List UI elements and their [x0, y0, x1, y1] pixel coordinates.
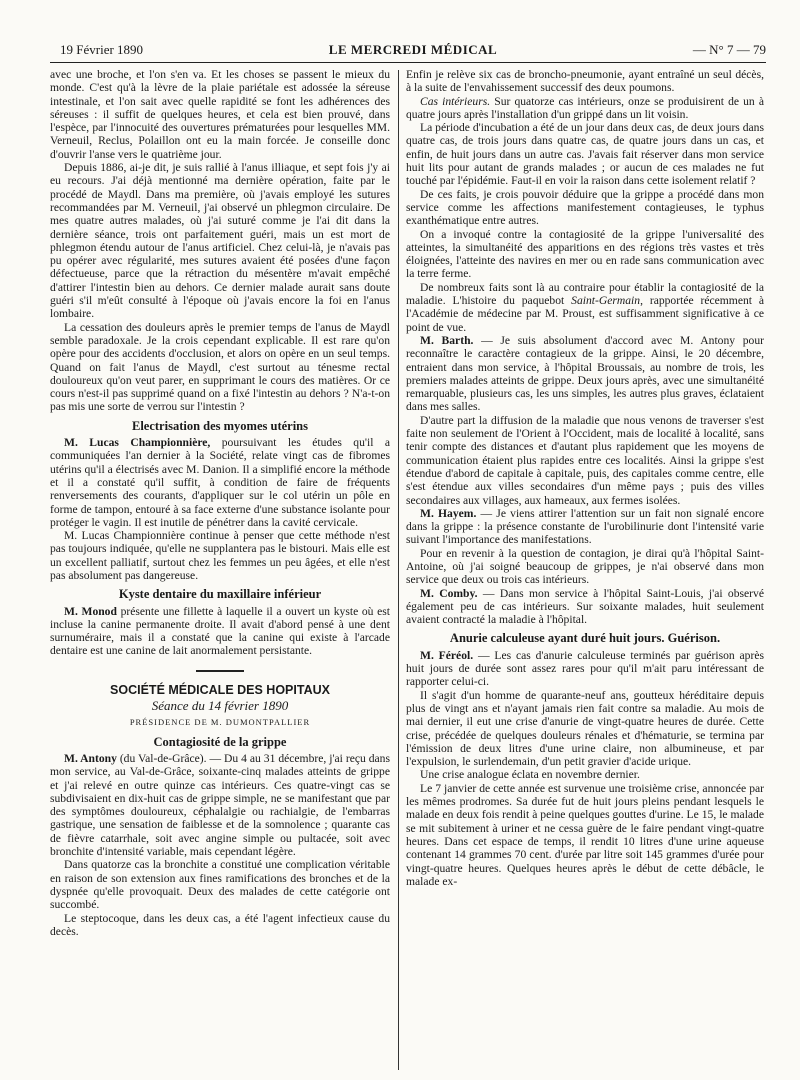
- paragraph: Pour en revenir à la question de contagion, je dirai qu'à l'hôpital Saint-Antoine, où j'ai soigné beaucoup de grippes, je n'ai observé dans mon service que deux ou trois cas intérieurs.: [406, 546, 764, 587]
- paragraph: [406, 281, 764, 334]
- paragraph: [50, 605, 390, 658]
- paragraph: [406, 649, 764, 689]
- speaker-name: M. Féréol.: [420, 648, 474, 662]
- paragraph-text: — Je suis absolument d'accord avec M. Antony pour reconnaître le caractère contagieux de la grippe. Ainsi, le 20 décembre, entraient dans mon service, à l'hôpital Broussais, au nombre de trois, les premiers malades atteints de grippe. Deux jours après, avec une simultanéité remarquable, plusieurs cas, les uns simples, les autres plus graves, éclataient dans mes salles.: [406, 333, 764, 414]
- section-heading: Anurie calculeuse ayant duré huit jours. Guérison.: [449, 631, 721, 646]
- society-title: SOCIÉTÉ MÉDICALE DES HOPITAUX: [110, 682, 330, 697]
- paragraph: Le 7 janvier de cette année est survenue une troisième crise, annoncée par les mêmes prodromes. Sa durée fut de huit jours pleins pendant lesquels le malade en deux fois rendit à peine quelques gouttes d'urine. Le 15, le malade se mit subitement à uriner et ne cessa guère de le faire pendant vingt-quatre heures. Dans cet espace de temps, il rendit 10 litres d'une urine aqueuse contenant 14 grammes 70 cent. d'urée par litre soit 145 grammes d'urée pour vingt-quatre heures. Quelques heures après le début de cette débâcle, le malade ex-: [406, 781, 764, 888]
- header-page-number: — N° 7 — 79: [692, 42, 766, 57]
- paragraph-text: , rapportée récemment à l'Académie de médecine par M. Proust, est suffisamment significative à ce point de vue.: [406, 294, 764, 334]
- header-rule: [50, 62, 766, 63]
- header-title: LE MERCREDI MÉDICAL: [328, 42, 498, 57]
- paragraph: Il s'agit d'un homme de quarante-neuf ans, goutteux héréditaire depuis plus de vingt ans et n'ayant jamais rien fait contre sa maladie. Au mois de mai dernier, il eut une crise d'anurie de vingt-quatre heures de durée. Cette crise, précédée de quelques douleurs rénales et d'hématurie, se termina par l'émission de deux litres d'une urine claire, non albumineuse, et par l'expulsion, le surlendemain, d'un petit gravier d'acide urique.: [406, 688, 764, 769]
- paragraph: [406, 95, 764, 122]
- speaker-name: M. Monod: [64, 604, 117, 618]
- speaker-name: M. Hayem.: [420, 506, 477, 520]
- paragraph: Depuis 1886, ai-je dit, je suis rallié à l'anus illiaque, et sept fois j'y ai eu recours. J'ai déjà mentionné ma dernière opération, faite par le procédé de Maydl. Dans ma première, où j'avais employé les sutures recommandées par M. Verneuil, j'ai observé un phlegmon circulaire. De mes quatre autres malades, où j'ai suturé comme je l'ai dit dans la dernière séance, trois ont parfaitement guéri, mais un est mort de phlegmon étendu autour de l'anus artificiel. Chez celui-là, je n'avais pas pu opérer avec régularité, mes sutures avaient été posées d'une façon défectueuse, parce que la rétraction du mésentère m'avait empêché d'attirer l'intestin bien au dehors. Ce dernier malade aurait sans doute guéri s'il m'eût consulté à l'époque où j'avais encore la foi en l'anus lombaire.: [50, 161, 390, 321]
- presidency-line: PRÉSIDENCE DE M. DUMONTPALLIER: [129, 717, 311, 728]
- page-header: [60, 40, 766, 60]
- italic-lead: Cas intérieurs.: [420, 94, 491, 108]
- paragraph-text: Sur quatorze cas intérieurs, onze se produisirent de un à quatre jours après l'installation d'un grippé dans un lit voisin.: [406, 94, 764, 121]
- session-date: Séance du 14 février 1890: [151, 698, 289, 714]
- paragraph: [50, 752, 390, 858]
- paragraph: [406, 587, 764, 627]
- paragraph: On a invoqué contre la contagiosité de la grippe l'universalité des atteintes, la simultanéité des apparitions en des régions très vastes et très éloignées, l'atteinte des navires en mer ou en rade sans communication avec la terre ferme.: [406, 227, 764, 281]
- section-separator: [196, 670, 244, 672]
- column-divider: [398, 70, 399, 1070]
- paragraph-text: — Je viens attirer l'attention sur un fait non signalé encore dans la grippe : la présence constante de l'urobilinurie dont l'intensité varie suivant l'importance des manifestations.: [406, 506, 764, 547]
- paragraph-text: De nombreux faits sont là au contraire pour établir la contagiosité de la maladie. L'histoire du paquebot: [406, 280, 764, 308]
- section-heading: Kyste dentaire du maxillaire inférieur: [118, 587, 322, 602]
- paragraph-text: — Dans mon service à l'hôpital Saint-Louis, j'ai observé également peu de cas intérieurs. Sur soixante malades, huit seulement avaient contracté la maladie à l'hôpital.: [406, 586, 764, 627]
- paragraph-text: (du Val-de-Grâce). — Du 4 au 31 décembre, j'ai reçu dans mon service, au Val-de-Grâce, soixante-cinq malades atteints de grippe et j'ai relevé en outre quinze cas intérieurs. Ces quatre-vingt cas se subdivisaient en dix-huit cas de grippe simple, ne se manifestant que par des symptômes douloureux, céphalalgie ou rachialgie, de l'embarras gastrique, une sensation de faiblesse et de la somnolence ; quarante cas de fièvre catarrhale, soit avec angine simple ou pultacée, soit avec bronchite d'intensité variable, mais cependant légère.: [50, 751, 390, 859]
- ship-name: Saint-Germain: [571, 294, 641, 308]
- paragraph: [406, 334, 764, 414]
- paragraph: avec une broche, et l'on s'en va. Et les choses se passent le mieux du monde. C'est qu'à la lèvre de la plaie pariétale est adossée la séreuse intestinale, et l'on sait avec quelle rapidité se font les adhérences des séreuses : il suffit de quelques heures, et cela est bien prouvé, dans l'espèce, par l'innocuité des ouvertures prématurées pour lesquelles MM. Verneuil, Reclus, Polaillon ont eu la main forcée. Je conseille donc d'ouvrir l'anse vers le quatrième jour.: [50, 68, 390, 161]
- paragraph: [50, 436, 390, 529]
- paragraph-text: — Les cas d'anurie calculeuse terminés par guérison après huit jours de durée sont assez rares pour qu'il m'ait paru intéressant de rapporter celui-ci.: [406, 648, 765, 689]
- speaker-name: M. Antony: [64, 751, 117, 765]
- speaker-name: M. Comby.: [420, 586, 478, 600]
- paragraph: Enfin je relève six cas de broncho-pneumonie, ayant entraîné un seul décès, à la suite de l'envahissement successif des deux poumons.: [406, 68, 764, 95]
- paragraph: [406, 507, 764, 547]
- left-column: [50, 68, 390, 938]
- speaker-name: M. Lucas Championnière,: [64, 436, 211, 450]
- paragraph: D'autre part la diffusion de la maladie que nous venons de traverser s'est faite non seulement de l'Orient à l'Occident, mais de localité à localité, sans tenir compte des distances et d'autant plus rapidement que les moyens de communication étaient plus rapides entre ces localités. Ainsi la grippe s'est étendue d'abord de capitale à capitale, puis, des capitales comme centre, elle s'est étendue aux villes secondaires d'un même pays ; puis des villes secondaires aux villages, aux hameaux, aux fermes isolées.: [406, 413, 764, 507]
- paragraph: Dans quatorze cas la bronchite a constitué une complication véritable en raison de son extension aux fines ramifications des bronches et de la dyspnée qu'elle provoquait. Deux des malades de cette catégorie ont succombé.: [50, 858, 390, 912]
- right-column: [406, 68, 764, 888]
- paragraph: La période d'incubation a été de un jour dans deux cas, de deux jours dans quatre cas, de trois jours dans quatre cas, de quatre jours dans un cas, et enfin, de huit jours dans un autre cas. J'avais fait réserver dans mon service huit lits pour autant de grands malades ; or aucun de ces malades ne fut touché par l'épidémie. Faut-il en voir la raison dans cette isolement relatif ?: [406, 121, 764, 188]
- paragraph: De ces faits, je crois pouvoir déduire que la grippe a procédé dans mon service comme les affections manifestement contagieuses, le typhus exanthématique entre autres.: [406, 187, 764, 228]
- paragraph-text: présente une fillette à laquelle il a ouvert un kyste où est incluse la canine permanente droite. Il avait d'abord pensé à une dent surnuméraire, mais il a constaté que la canine qui existe à l'arcade dentaire est une canine de lait anormalement persistante.: [50, 604, 390, 658]
- section-heading: Electrisation des myomes utérins: [131, 418, 309, 433]
- paragraph: Le steptocoque, dans les deux cas, a été l'agent infectieux cause du decès.: [50, 911, 390, 938]
- section-heading: Contagiosité de la grippe: [153, 734, 287, 749]
- paragraph: M. Lucas Championnière continue à penser que cette méthode n'est pas toujours indiquée, qu'elle ne supplantera pas le bistouri. Mais elle est un excellent palliatif, surtout chez les femmes un peu âgées, et elle n'est pas absolument pas dangereuse.: [50, 529, 390, 582]
- paragraph: La cessation des douleurs après le premier temps de l'anus de Maydl semble paradoxale. Je la crois cependant explicable. Il est rare qu'on opère pour des accidents d'occlusion, et alors on opère en un seul temps. Quand on fait l'anus de Maydl, c'est surtout au ténesme rectal douloureux qu'on veut parer, en supprimant le cours des matières. Or ce cours n'est-il pas supprimé quand on a fixé l'intestin au dehors ? N'a-t-on pas mis une sorte de verrou sur l'intestin ?: [50, 320, 390, 414]
- paragraph: Une crise analogue éclata en novembre dernier.: [420, 768, 640, 782]
- speaker-name: M. Barth.: [420, 333, 474, 347]
- header-date: 19 Février 1890: [60, 42, 144, 57]
- paragraph-text: poursuivant les études qu'il a communiquées l'an dernier à la Société, relate vingt cas de fibromes utérins qu'il a électrisés avec M. Danion. Il a simplifié encore la méthode et il a constaté qu'il suffit, à condition de faire de fréquents renversements des courants, d'appliquer sur le col utérin un pôle en forme de tampon, entouré à sa face externe d'une substance isolante pour protéger le vagin. Il est inutile de pénétrer dans la cavité cervicale.: [50, 436, 390, 529]
